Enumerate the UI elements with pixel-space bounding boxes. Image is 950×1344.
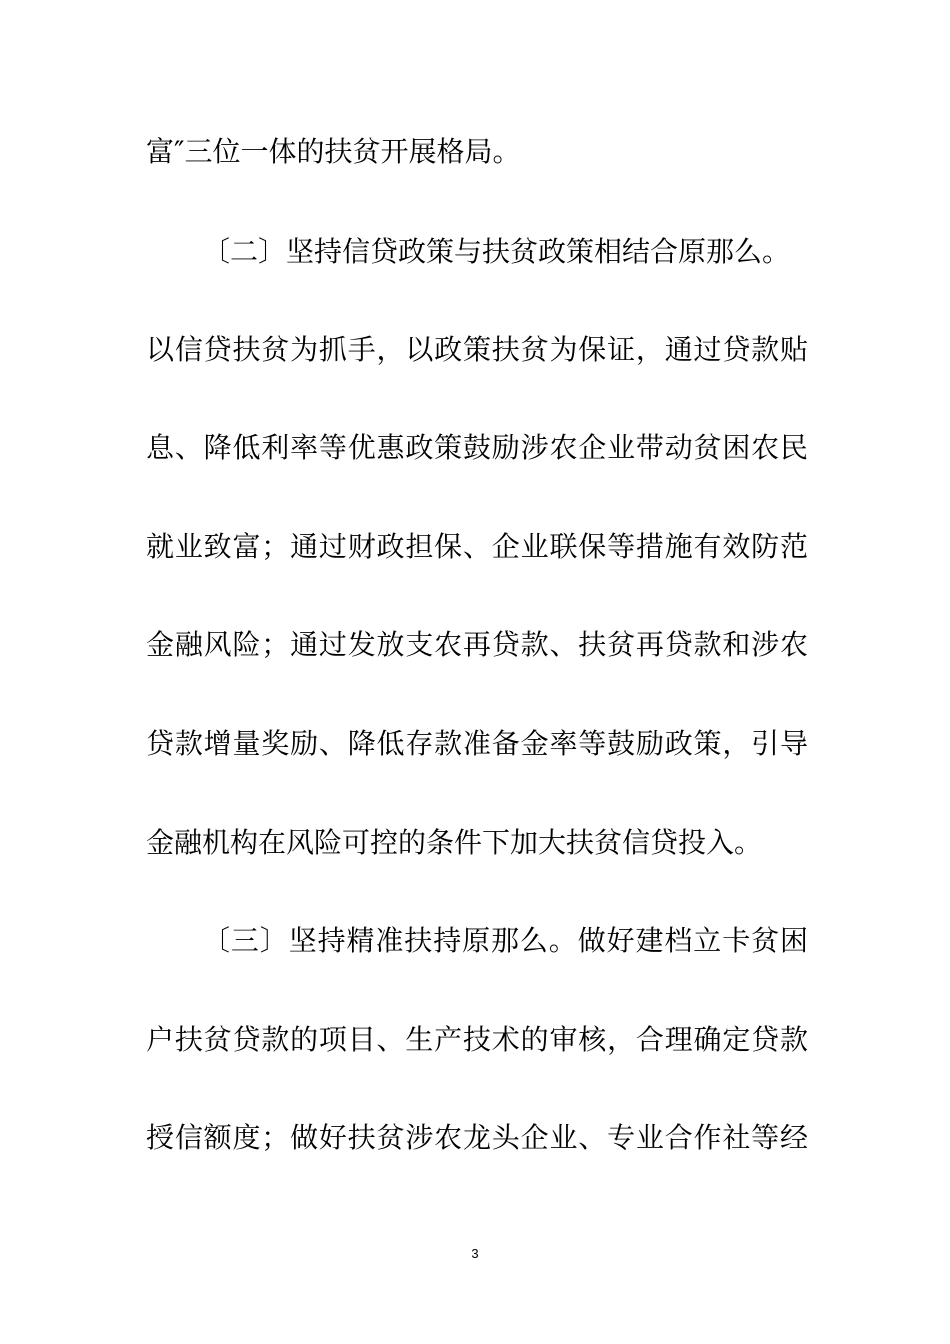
text-line: 金融风险；通过发放支农再贷款、扶贫再贷款和涉农 xyxy=(146,628,808,661)
text-line: 就业致富；通过财政担保、企业联保等措施有效防范 xyxy=(146,530,808,563)
text-line: 金融机构在风险可控的条件下加大扶贫信贷投入。 xyxy=(146,826,763,859)
text-line: 贷款增量奖励、降低存款准备金率等鼓励政策，引导 xyxy=(146,727,808,760)
text-line: 以信贷扶贫为抓手，以政策扶贫为保证，通过贷款贴 xyxy=(146,333,808,366)
text-line: 息、降低利率等优惠政策鼓励涉农企业带动贫困农民 xyxy=(146,431,808,464)
page-number: 3 xyxy=(471,1246,479,1261)
text-line: 户扶贫贷款的项目、生产技术的审核，合理确定贷款 xyxy=(146,1023,808,1056)
section-heading: 〔三〕坚持精准扶持原那么。做好建档立卡贫困 xyxy=(202,924,808,957)
text-line: 授信额度；做好扶贫涉农龙头企业、专业合作社等经 xyxy=(146,1121,808,1154)
text-line: 富″三位一体的扶贫开展格局。 xyxy=(146,135,521,168)
section-heading: 〔二〕坚持信贷政策与扶贫政策相结合原那么。 xyxy=(202,235,791,268)
